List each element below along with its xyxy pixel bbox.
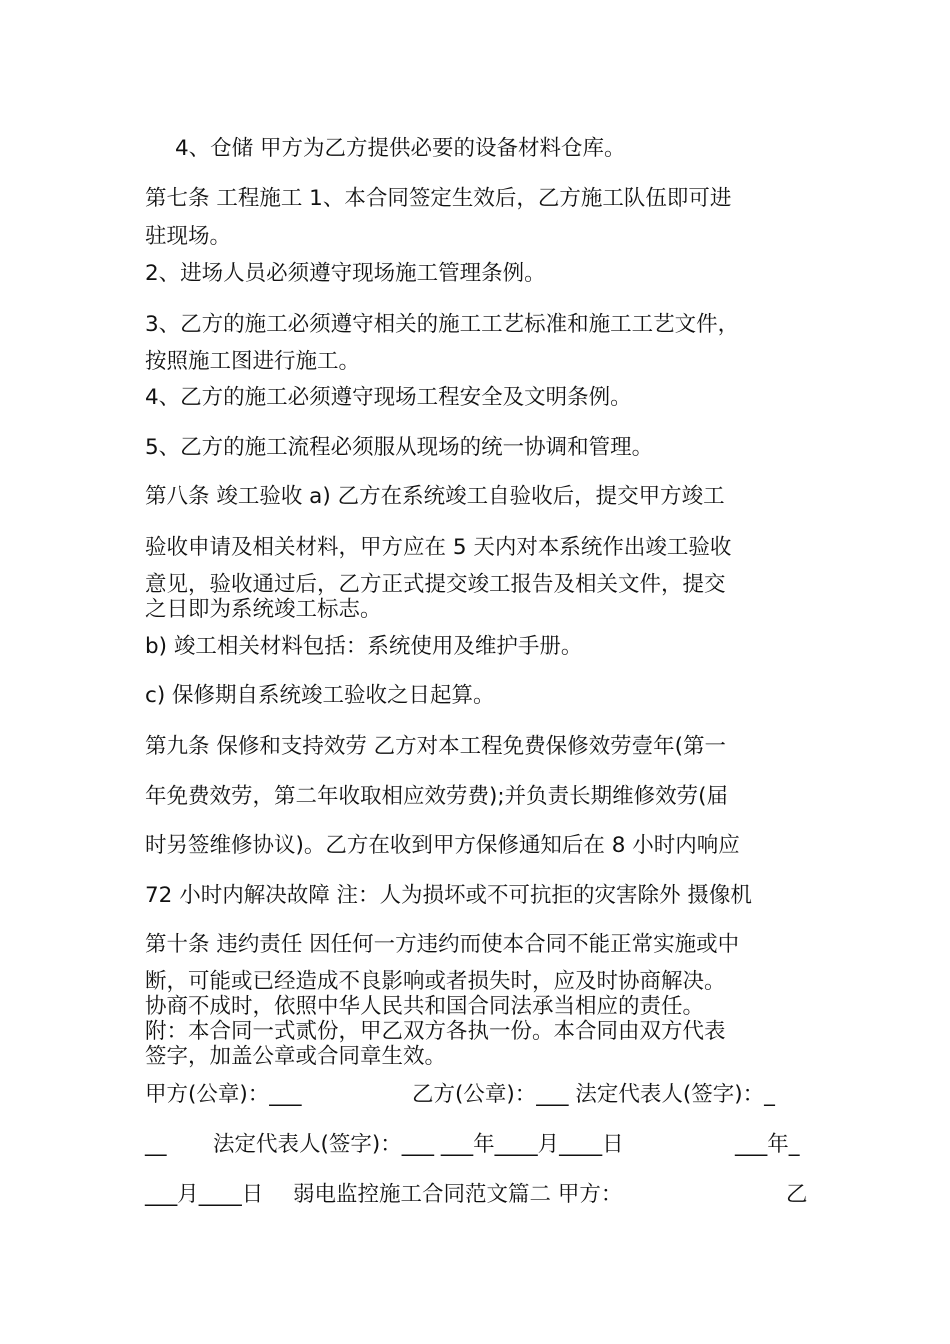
signature-continuation: __ (145, 1132, 167, 1157)
text-line: 第七条 工程施工 1、本合同签定生效后，乙方施工队伍即可进 (145, 186, 732, 211)
text-line: 驻现场。 (145, 224, 232, 249)
text-line: b) 竣工相关材料包括：系统使用及维护手册。 (145, 634, 583, 659)
text-line: 意见，验收通过后，乙方正式提交竣工报告及相关文件，提交 (145, 572, 726, 597)
next-article-heading: 弱电监控施工合同范文篇二 甲方： (293, 1182, 623, 1207)
text-line: 第九条 保修和支持效劳 乙方对本工程免费保修效劳壹年(第一 (145, 734, 727, 759)
text-line: 验收申请及相关材料，甲方应在 5 天内对本系统作出竣工验收 (145, 535, 732, 560)
text-line: 之日即为系统竣工标志。 (145, 597, 382, 622)
party-a-representative-date: 法定代表人(签字)：___ ___年____月____日 (213, 1132, 624, 1157)
text-line: 断，可能或已经造成不良影响或者损失时，应及时协商解决。 (145, 969, 726, 994)
party-b-date: ___年_ (735, 1132, 800, 1157)
text-line: 5、乙方的施工流程必须服从现场的统一协调和管理。 (145, 435, 654, 460)
text-line: c) 保修期自系统竣工验收之日起算。 (145, 683, 495, 708)
party-a-seal: 甲方(公章)：___ (145, 1082, 302, 1107)
text-line: 签字，加盖公章或合同章生效。 (145, 1044, 447, 1069)
text-line: 4、乙方的施工必须遵守现场工程安全及文明条例。 (145, 385, 632, 410)
text-line: 按照施工图进行施工。 (145, 349, 361, 374)
text-line: 72 小时内解决故障 注：人为损坏或不可抗拒的灾害除外 摄像机 (145, 883, 752, 908)
text-line: 2、进场人员必须遵守现场施工管理条例。 (145, 261, 546, 286)
text-line: 附：本合同一式贰份，甲乙双方各执一份。本合同由双方代表 (145, 1019, 726, 1044)
text-line: 3、乙方的施工必须遵守相关的施工工艺标准和施工工艺文件， (145, 312, 740, 337)
party-b-date-continuation: ___月____日 (145, 1182, 264, 1207)
text-line: 第八条 竣工验收 a) 乙方在系统竣工自验收后，提交甲方竣工 (145, 484, 725, 509)
text-line: 第十条 违约责任 因任何一方违约而使本合同不能正常实施或中 (145, 932, 740, 957)
text-line: 协商不成时，依照中华人民共和国合同法承当相应的责任。 (145, 994, 705, 1019)
party-b-seal: 乙方(公章)：___ 法定代表人(签字)：_ (412, 1082, 775, 1107)
text-line: 年免费效劳，第二年收取相应效劳费);并负责长期维修效劳(届 (145, 784, 729, 809)
text-line: 时另签维修协议)。乙方在收到甲方保修通知后在 8 小时内响应 (145, 833, 740, 858)
party-b-label-start: 乙 (786, 1182, 808, 1207)
text-line: 4、仓储 甲方为乙方提供必要的设备材料仓库。 (175, 136, 626, 161)
